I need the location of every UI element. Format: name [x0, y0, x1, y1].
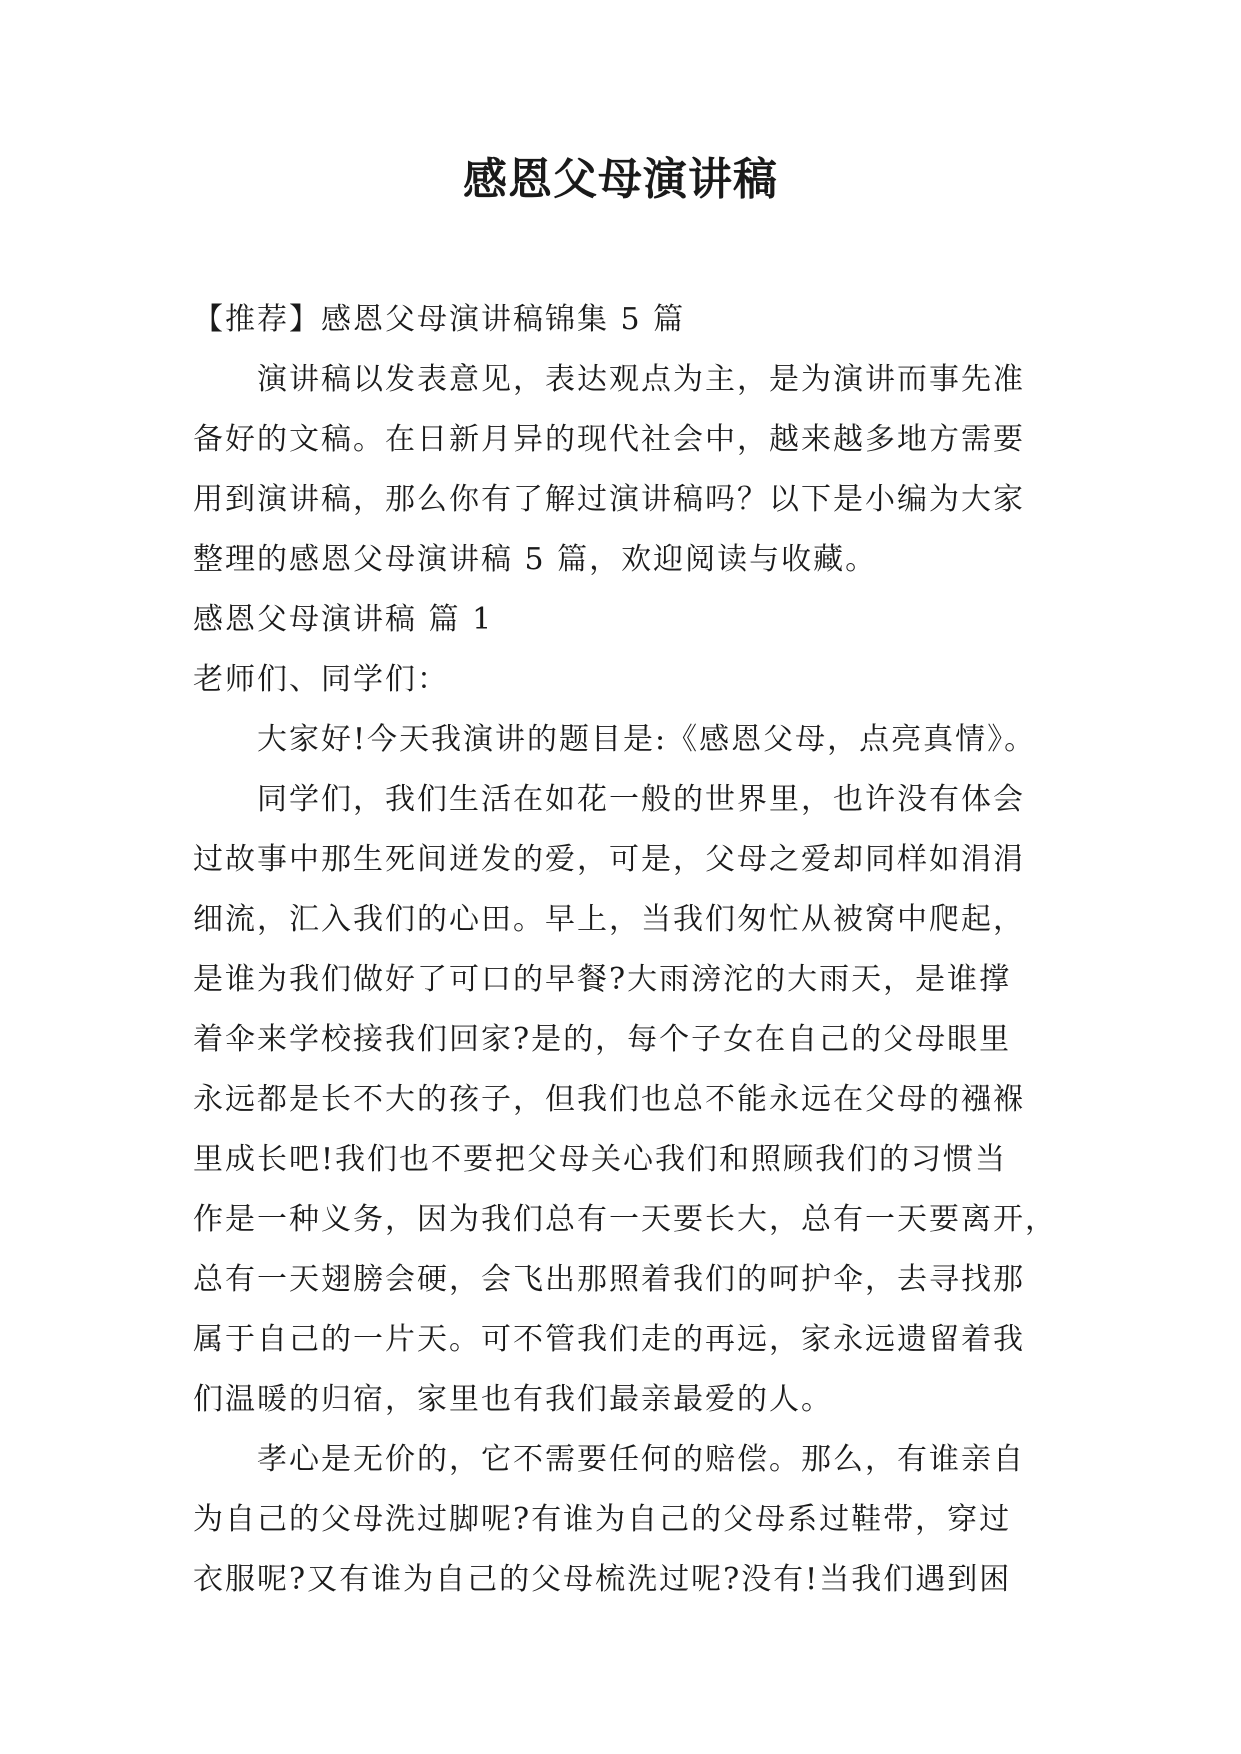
text-line: 是谁为我们做好了可口的早餐?大雨滂沱的大雨天，是谁撑 — [193, 962, 1012, 997]
text-line: 孝心是无价的，它不需要任何的赔偿。那么，有谁亲自 — [257, 1442, 1025, 1477]
text-line: 里成长吧!我们也不要把父母关心我们和照顾我们的习惯当 — [193, 1142, 1008, 1177]
text-line: 演讲稿以发表意见，表达观点为主，是为演讲而事先准 — [257, 362, 1025, 397]
text-line: 衣服呢?又有谁为自己的父母梳洗过呢?没有!当我们遇到困 — [193, 1562, 1012, 1597]
page-title: 感恩父母演讲稿 — [463, 154, 778, 205]
text-line: 们温暖的归宿，家里也有我们最亲最爱的人。 — [193, 1382, 833, 1417]
text-line: 总有一天翅膀会硬，会飞出那照着我们的呵护伞，去寻找那 — [193, 1262, 1025, 1297]
text-line: 备好的文稿。在日新月异的现代社会中，越来越多地方需要 — [193, 422, 1025, 457]
text-line: 感恩父母演讲稿 篇 1 — [193, 602, 494, 637]
text-line: 永远都是长不大的孩子，但我们也总不能永远在父母的襁褓 — [193, 1082, 1025, 1117]
text-line: 着伞来学校接我们回家?是的，每个子女在自己的父母眼里 — [193, 1022, 1012, 1057]
text-line: 大家好!今天我演讲的题目是:《感恩父母，点亮真情》。 — [257, 722, 1037, 757]
text-line: 作是一种义务，因为我们总有一天要长大，总有一天要离开， — [193, 1202, 1057, 1237]
text-line: 属于自己的一片天。可不管我们走的再远，家永远遗留着我 — [193, 1322, 1025, 1357]
text-line: 【推荐】感恩父母演讲稿锦集 5 篇 — [193, 302, 686, 337]
text-line: 过故事中那生死间迸发的爱，可是，父母之爱却同样如涓涓 — [193, 842, 1025, 877]
text-line: 老师们、同学们： — [193, 662, 449, 697]
text-line: 细流，汇入我们的心田。早上，当我们匆忙从被窝中爬起， — [193, 902, 1025, 937]
text-line: 同学们，我们生活在如花一般的世界里，也许没有体会 — [257, 782, 1025, 817]
text-line: 整理的感恩父母演讲稿 5 篇，欢迎阅读与收藏。 — [193, 542, 878, 577]
text-line: 为自己的父母洗过脚呢?有谁为自己的父母系过鞋带，穿过 — [193, 1502, 1012, 1537]
text-line: 用到演讲稿，那么你有了解过演讲稿吗？以下是小编为大家 — [193, 482, 1025, 517]
document-body — [193, 290, 1063, 1610]
